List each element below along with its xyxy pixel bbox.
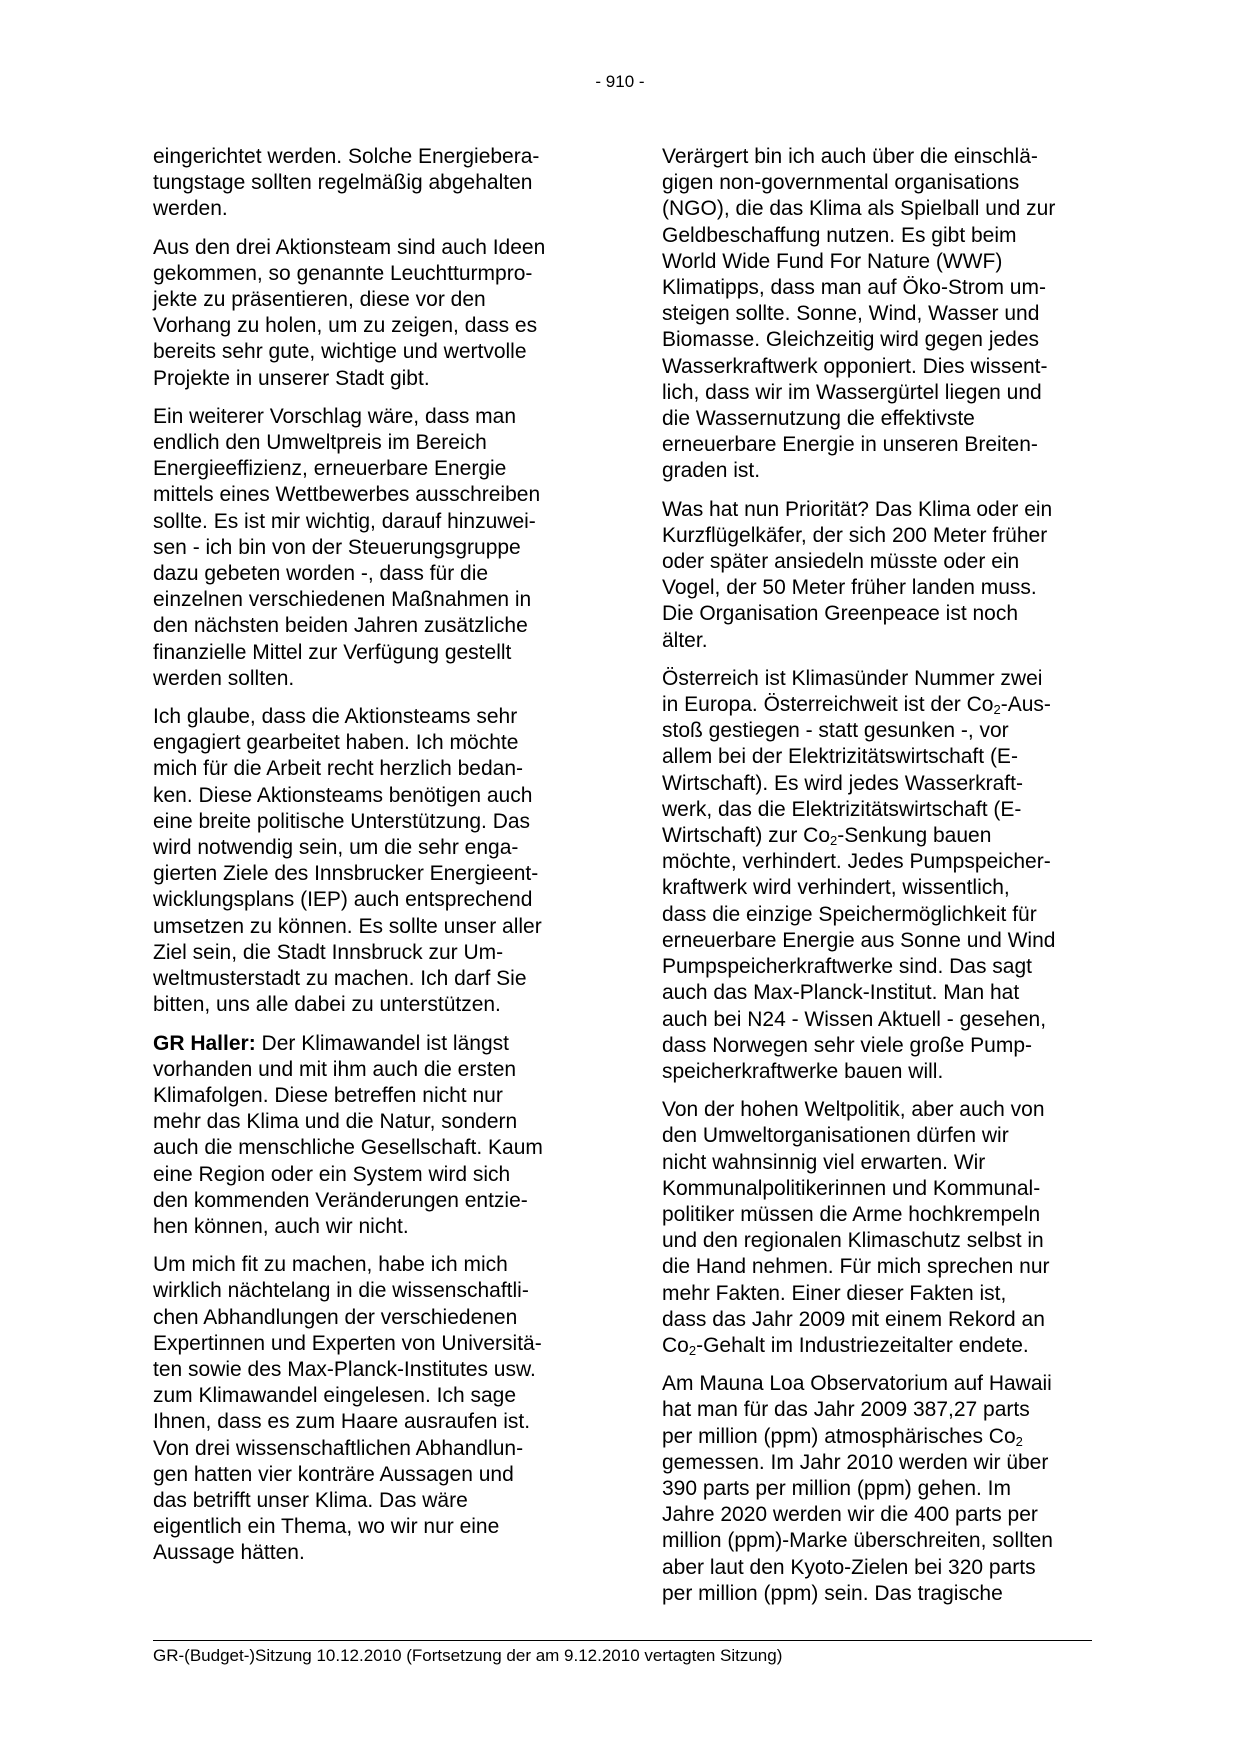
left-column — [153, 144, 585, 1579]
paragraph: Was hat nun Priorität? Das Klima oder ein Kurzflügelkäfer, der sich 200 Meter früher oder später ansiedeln müsste oder ein Vogel, der 50 Meter früher landen muss. Die Organisation Greenpeace ist noch älter. — [662, 497, 1053, 652]
speaker-paragraph: GR Haller: Der Klimawandel ist längst vorhanden und mit ihm auch die ersten Klimafolgen. Diese betreffen nicht nur mehr das Klima und die Natur, sondern auch die menschliche Gesellschaft. Kaum eine Region oder ein System wird sich den kommenden Veränderungen entzie- hen können, auch wir nicht. — [153, 1031, 543, 1238]
page-number: - 910 - — [595, 72, 645, 91]
footer-divider — [153, 1640, 1092, 1641]
paragraph: Verärgert bin ich auch über die einschlä- gigen non-governmental organisations (NGO), die das Klima als Spielball und zur Geldbeschaffung nutzen. Es gibt beim World Wide Fund For Nature (WWF) Klimatipps, dass man auf Öko-Strom um- steigen sollte. Sonne, Wind, Wasser und Biomasse. Gleichzeitig wird gegen jedes Wasserkraftwerk opponiert. Dies wissent- lich, dass wir im Wassergürtel liegen und die Wassernutzung die effektivste erneuerbare Energie in unseren Breiten- graden ist. — [662, 145, 1056, 483]
paragraph: Aus den drei Aktionsteam sind auch Ideen gekommen, so genannte Leuchtturmpro- jekte zu präsentieren, diese vor den Vorhang zu holen, um zu zeigen, dass es bereits sehr gute, wichtige und wertvolle Projekte in unserer Stadt gibt. — [153, 235, 546, 390]
paragraph: Österreich ist Klimasünder Nummer zwei in Europa. Österreichweit ist der $Co_2-Aus-$ stoß gestiegen - statt gesunken -, vor allem bei der Elektrizitätswirtschaft (E- Wirtschaft). Es wird jedes Wasserkraft- werk, das die Elektrizitätswirtschaft (E- Wirtschaft) zur $Co_2$-Senkung bauen möchte, verhindert. Jedes Pumpspeicher- kraftwerk wird verhindert, wissentlich, dass die einzige Speichermöglichkeit für erneuerbare Energie aus Sonne und Wind Pumpspeicherkraftwerke sind. Das sagt auch das Max-Planck-Institut. Man hat auch bei N24 - Wissen Aktuell - gesehen, dass Norwegen sehr viele große Pump- speicherkraftwerke bauen will. — [662, 666, 1056, 1083]
paragraph: Ich glaube, dass die Aktionsteams sehr engagiert gearbeitet haben. Ich möchte mich für die Arbeit recht herzlich bedan- ken. Diese Aktionsteams benötigen auch eine breite politische Unterstützung. Das wird notwendig sein, um die sehr enga- gierten Ziele des Innsbrucker Energieent- wicklungsplans (IEP) auch entsprechend umsetzen zu können. Es sollte unser aller Ziel sein, die Stadt Innsbruck zur Um- weltmusterstadt zu machen. Ich darf Sie bitten, uns alle dabei zu unterstützen. — [153, 705, 542, 1017]
paragraph: Um mich fit zu machen, habe ich mich wirklich nächtelang in die wissenschaftli- chen Abhandlungen der verschiedenen Expertinnen und Experten von Universitä- ten sowie des Max-Planck-Institutes usw. zum Klimawandel eingelesen. Ich sage Ihnen, dass es zum Haare ausraufen ist. Von drei wissenschaftlichen Abhandlun- gen hatten vier konträre Aussagen und das betrifft unser Klima. Das wäre eigentlich ein Thema, wo wir nur eine Aussage hätten. — [153, 1253, 542, 1565]
paragraph: Ein weiterer Vorschlag wäre, dass man endlich den Umweltpreis im Bereich Energieeffizienz, erneuerbare Energie mittels eines Wettbewerbes ausschreiben sollte. Es ist mir wichtig, darauf hinzuwei- sen - ich bin von der Steuerungsgruppe dazu gebeten worden -, dass für die einzelnen verschiedenen Maßnahmen in den nächsten beiden Jahren zusätzliche finanzielle Mittel zur Verfügung gestellt werden sollten. — [153, 404, 541, 690]
footer-text: GR-(Budget-)Sitzung 10.12.2010 (Fortsetzung der am 9.12.2010 vertagten Sitzung) — [153, 1646, 783, 1665]
paragraph: Am Mauna Loa Observatorium auf Hawaii hat man für das Jahr 2009 387,27 parts per million (ppm) atmosphärisches $Co_2$ gemessen. Im Jahr 2010 werden wir über 390 parts per million (ppm) gehen. Im Jahre 2020 werden wir die 400 parts per million (ppm)-Marke überschreiten, sollten aber laut den Kyoto-Zielen bei 320 parts per million (ppm) sein. Das tragische — [662, 1372, 1053, 1605]
right-column — [662, 144, 1094, 1619]
paragraph: eingerichtet werden. Solche Energiebera- tungstage sollten regelmäßig abgehalten werden. — [153, 145, 540, 221]
speaker-name: GR Haller: — [153, 1031, 256, 1055]
paragraph: Von der hohen Weltpolitik, aber auch von den Umweltorganisationen dürfen wir nicht wahnsinnig viel erwarten. Wir Kommunalpolitikerinnen und Kommunal- politiker müssen die Arme hochkrempeln und den regionalen Klimaschutz selbst in die Hand nehmen. Für mich sprechen nur mehr Fakten. Einer dieser Fakten ist, dass das Jahr 2009 mit einem Rekord an $Co_2$-Gehalt im Industriezeitalter endete. — [662, 1098, 1050, 1358]
